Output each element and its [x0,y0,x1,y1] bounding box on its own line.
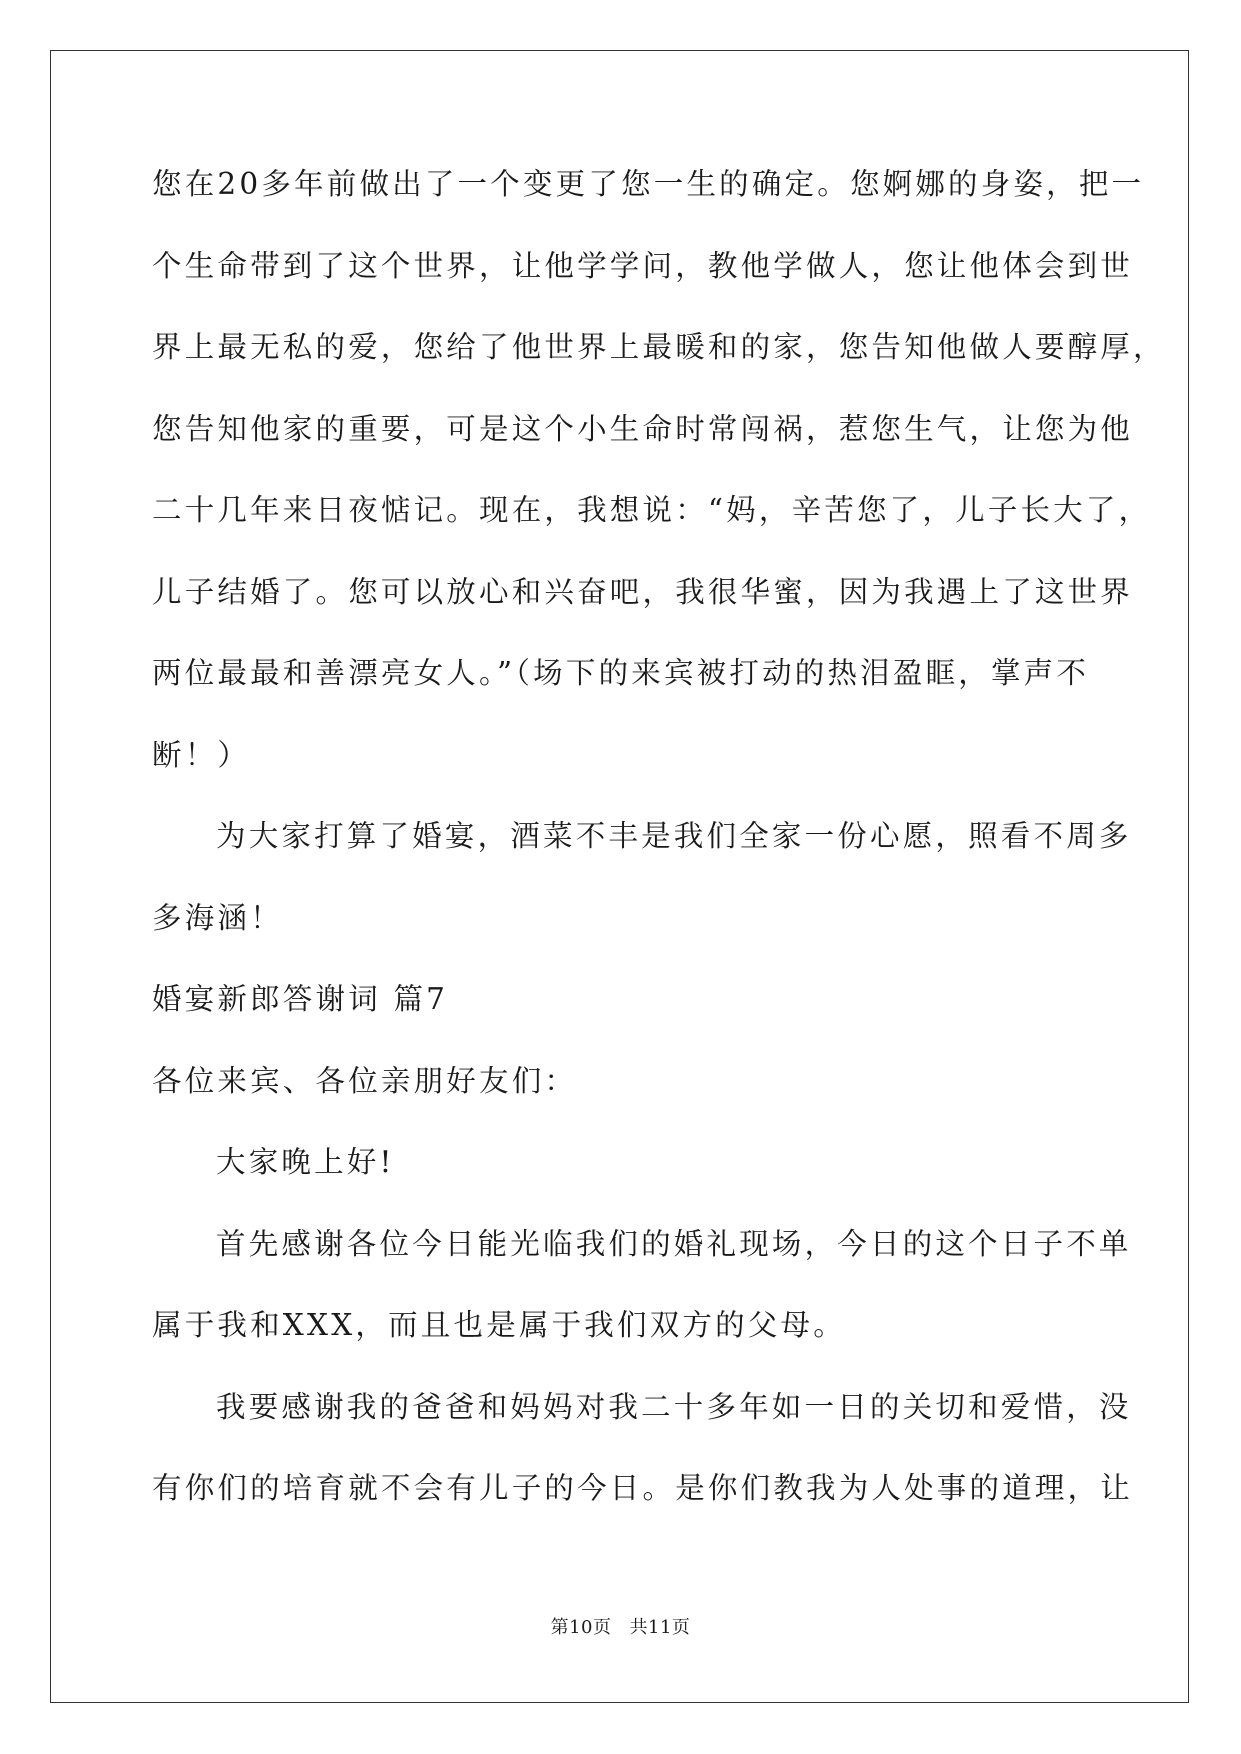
text-line: 个生命带到了这个世界，让他学学问，教他学做人，您让他体会到世 [152,248,1134,283]
text-line: 婚宴新郎答谢词 篇7 [152,982,449,1016]
text-line: 界上最无私的爱，您给了他世界上最暖和的家，您告知他做人要醇厚， [152,330,1166,364]
text-line: 二十几年来日夜惦记。现在，我想说：“妈，辛苦您了，儿子长大了， [152,493,1152,527]
current-page-number: 第10页 [550,1617,612,1638]
text-line: 断！） [152,737,251,772]
text-line: 我要感谢我的爸爸和妈妈对我二十多年如一日的关切和爱惜，没 [216,1389,1132,1424]
text-line: 您告知他家的重要，可是这个小生命时常闯祸，惹您生气，让您为他 [152,411,1134,446]
text-line: 各位来宾、各位亲朋好友们： [152,1063,578,1098]
text-line: 首先感谢各位今日能光临我们的婚礼现场，今日的这个日子不单 [216,1226,1132,1261]
text-line: 多海涵！ [152,900,283,935]
page-footer [0,1613,1241,1639]
text-line: 有你们的培育就不会有儿子的今日。是你们教我为人处事的道理，让 [152,1471,1134,1505]
text-line: 为大家打算了婚宴，酒菜不丰是我们全家一份心愿，照看不周多 [216,819,1132,853]
total-pages: 共11页 [629,1617,691,1638]
text-line: 两位最最和善漂亮女人。”（场下的来宾被打动的热泪盈眶，掌声不 [152,656,1090,690]
text-line: 您在20多年前做出了一个变更了您一生的确定。您婀娜的身姿，把一 [152,167,1145,201]
document-body [152,158,1166,1544]
text-line: 大家晚上好! [216,1145,395,1179]
text-line: 儿子结婚了。您可以放心和兴奋吧，我很华蜜，因为我遇上了这世界 [152,574,1134,609]
text-line: 属于我和XXX，而且也是属于我们双方的父母。 [152,1308,846,1342]
